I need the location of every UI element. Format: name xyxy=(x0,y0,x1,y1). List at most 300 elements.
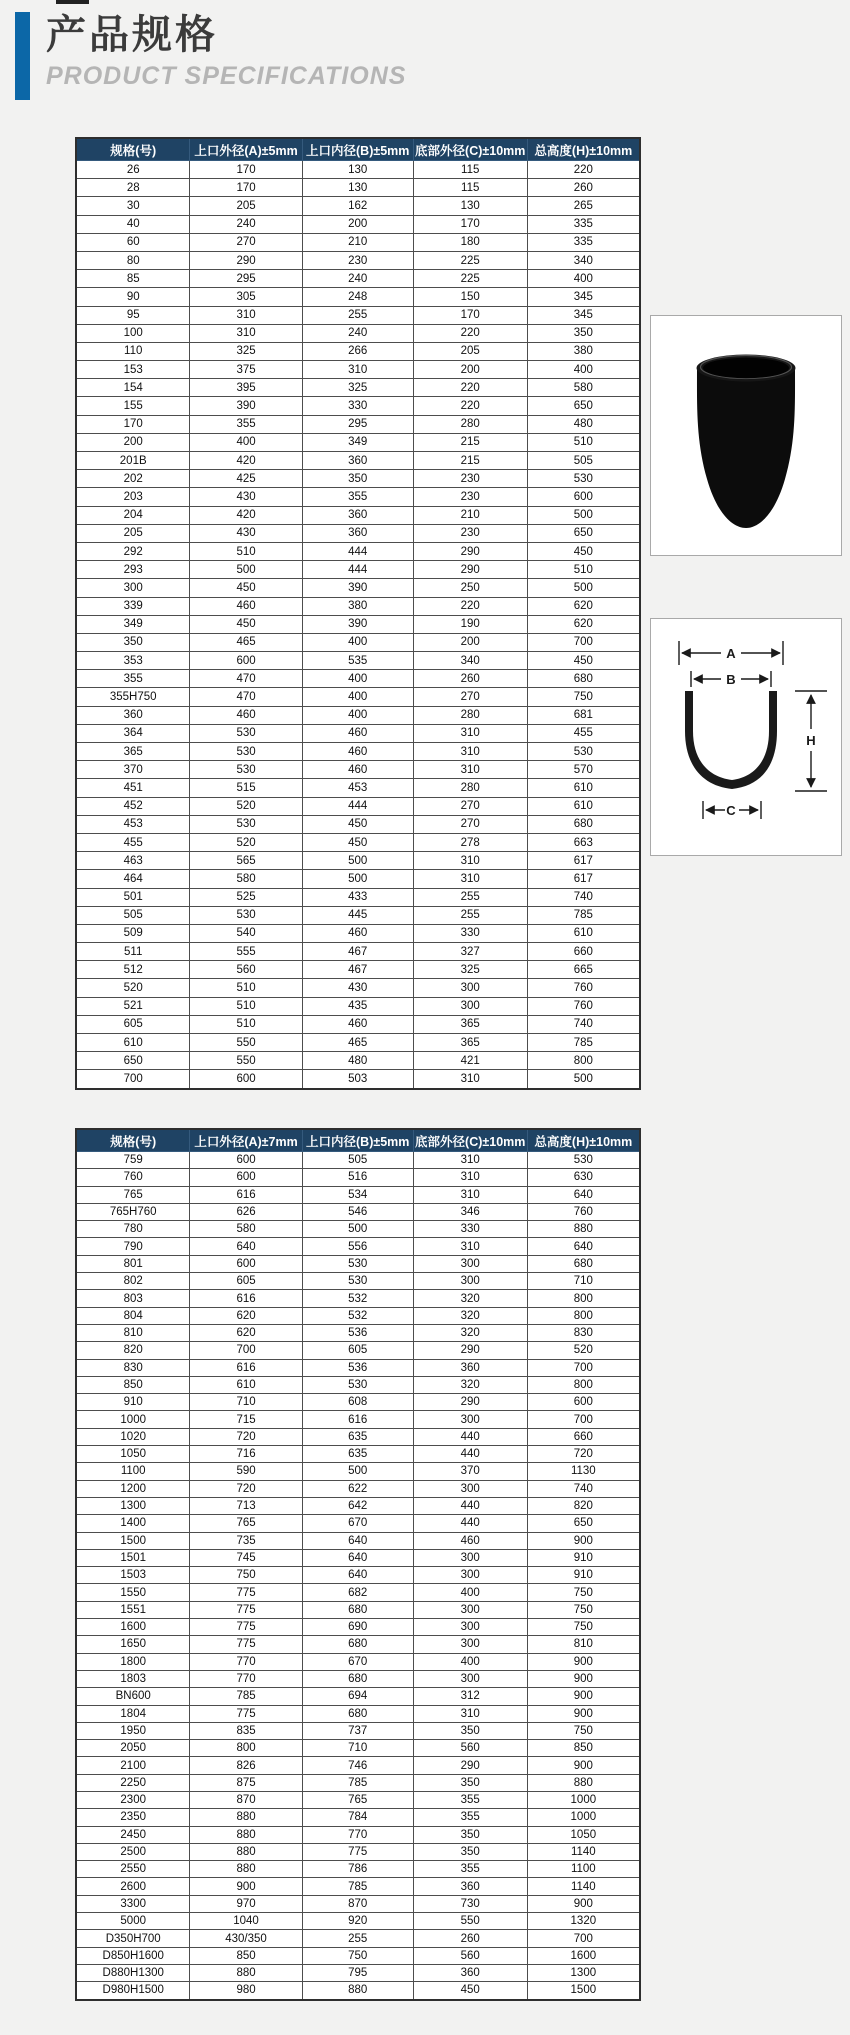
cell: 320 xyxy=(413,1324,527,1341)
cell: 530 xyxy=(190,761,302,779)
cell: 310 xyxy=(190,324,302,342)
cell: 420 xyxy=(190,506,302,524)
table-row xyxy=(76,1549,640,1566)
cell: 580 xyxy=(527,379,640,397)
header-row xyxy=(76,138,640,161)
cell: 580 xyxy=(190,1221,302,1238)
cell: 340 xyxy=(527,251,640,269)
cell: 180 xyxy=(413,233,527,251)
table-row xyxy=(76,1186,640,1203)
cell: 450 xyxy=(527,652,640,670)
cell: 550 xyxy=(190,1052,302,1070)
cell: 220 xyxy=(413,324,527,342)
cell: 453 xyxy=(302,779,413,797)
cell: 670 xyxy=(302,1515,413,1532)
cell: 467 xyxy=(302,943,413,961)
cell: 375 xyxy=(190,361,302,379)
cell: 110 xyxy=(76,342,190,360)
cell: 200 xyxy=(76,433,190,451)
dimension-diagram xyxy=(650,618,842,856)
crucible-opening xyxy=(703,358,789,378)
cell: 430 xyxy=(190,524,302,542)
cell: 580 xyxy=(190,870,302,888)
cell: 350 xyxy=(413,1843,527,1860)
table-row xyxy=(76,1273,640,1290)
cell: 616 xyxy=(190,1186,302,1203)
cell: 40 xyxy=(76,215,190,233)
cell: 1650 xyxy=(76,1636,190,1653)
cell: 900 xyxy=(527,1705,640,1722)
table-row xyxy=(76,1636,640,1653)
cell: 290 xyxy=(413,1342,527,1359)
crucible-cross-section xyxy=(685,691,777,789)
cell: 875 xyxy=(190,1774,302,1791)
table-row xyxy=(76,379,640,397)
cell: 230 xyxy=(413,488,527,506)
cell: 700 xyxy=(527,1930,640,1947)
table-row xyxy=(76,251,640,269)
cell: 690 xyxy=(302,1619,413,1636)
cell: 345 xyxy=(527,288,640,306)
cell: 327 xyxy=(413,943,527,961)
cell: 293 xyxy=(76,561,190,579)
cell: 380 xyxy=(527,342,640,360)
cell: 440 xyxy=(413,1515,527,1532)
cell: 626 xyxy=(190,1203,302,1220)
cell: 350 xyxy=(302,470,413,488)
cell: 450 xyxy=(302,815,413,833)
cell: 453 xyxy=(76,815,190,833)
cell: 452 xyxy=(76,797,190,815)
table-row xyxy=(76,397,640,415)
cell: 360 xyxy=(302,452,413,470)
spec-table-1-body xyxy=(76,161,640,1089)
cell: 510 xyxy=(190,979,302,997)
column-header: 底部外径(C)±10mm xyxy=(413,138,527,161)
cell: 335 xyxy=(527,215,640,233)
cell: 170 xyxy=(76,415,190,433)
cell: 360 xyxy=(76,706,190,724)
table-row xyxy=(76,342,640,360)
crucible-body xyxy=(697,368,795,528)
cell: 642 xyxy=(302,1497,413,1514)
cell: 355 xyxy=(413,1791,527,1808)
column-header: 上口外径(A)±7mm xyxy=(190,1129,302,1152)
cell: 780 xyxy=(76,1221,190,1238)
cell: 130 xyxy=(302,179,413,197)
cell: 444 xyxy=(302,542,413,560)
cell: 1500 xyxy=(527,1982,640,2000)
cell: 300 xyxy=(413,1411,527,1428)
table-row xyxy=(76,1843,640,1860)
cell: 26 xyxy=(76,161,190,179)
cell: 610 xyxy=(527,779,640,797)
cell: 500 xyxy=(527,1070,640,1089)
cell: 370 xyxy=(413,1463,527,1480)
cell: 505 xyxy=(76,906,190,924)
cell: 220 xyxy=(413,379,527,397)
cell: 400 xyxy=(527,270,640,288)
cell: 835 xyxy=(190,1722,302,1739)
cell: 800 xyxy=(527,1290,640,1307)
cell: 460 xyxy=(302,924,413,942)
column-header: 总高度(H)±10mm xyxy=(527,138,640,161)
cell: 230 xyxy=(413,470,527,488)
table-row xyxy=(76,1722,640,1739)
cell: 750 xyxy=(527,1601,640,1618)
cell: 622 xyxy=(302,1480,413,1497)
cell: 215 xyxy=(413,433,527,451)
cell: 444 xyxy=(302,561,413,579)
cell: 680 xyxy=(527,815,640,833)
cell: 910 xyxy=(527,1567,640,1584)
cell: 225 xyxy=(413,270,527,288)
table-row xyxy=(76,161,640,179)
cell: 750 xyxy=(302,1947,413,1964)
cell: 605 xyxy=(190,1273,302,1290)
cell: 617 xyxy=(527,870,640,888)
cell: 210 xyxy=(413,506,527,524)
cell: 970 xyxy=(190,1895,302,1912)
cell: 850 xyxy=(527,1740,640,1757)
cell: 880 xyxy=(190,1809,302,1826)
table-row xyxy=(76,1809,640,1826)
table-row xyxy=(76,1463,640,1480)
cell: 300 xyxy=(413,1273,527,1290)
cell: 530 xyxy=(190,906,302,924)
cell: 900 xyxy=(527,1653,640,1670)
cell: 433 xyxy=(302,888,413,906)
cell: 785 xyxy=(302,1878,413,1895)
table-row xyxy=(76,633,640,651)
table-row xyxy=(76,1619,640,1636)
cell: 1130 xyxy=(527,1463,640,1480)
cell: 810 xyxy=(527,1636,640,1653)
table-row xyxy=(76,979,640,997)
table-row xyxy=(76,1070,640,1089)
cell: 1551 xyxy=(76,1601,190,1618)
cell: 512 xyxy=(76,961,190,979)
cell: 420 xyxy=(190,452,302,470)
cell: 300 xyxy=(413,1567,527,1584)
cell: 400 xyxy=(413,1584,527,1601)
cell: 364 xyxy=(76,724,190,742)
cell: 1600 xyxy=(527,1947,640,1964)
cell: 170 xyxy=(413,306,527,324)
dim-label-b: B xyxy=(726,672,736,687)
table-row xyxy=(76,1601,640,1618)
table-row xyxy=(76,1532,640,1549)
cell: 2450 xyxy=(76,1826,190,1843)
cell: 130 xyxy=(413,197,527,215)
cell: 60 xyxy=(76,233,190,251)
cell: 310 xyxy=(413,1070,527,1089)
cell: 295 xyxy=(302,415,413,433)
cell: 440 xyxy=(413,1497,527,1514)
cell: 830 xyxy=(76,1359,190,1376)
table-row xyxy=(76,1015,640,1033)
cell: 920 xyxy=(302,1913,413,1930)
table-row xyxy=(76,1324,640,1341)
cell: 340 xyxy=(413,652,527,670)
table-row xyxy=(76,1705,640,1722)
cell: 400 xyxy=(302,688,413,706)
cell: 785 xyxy=(302,1774,413,1791)
table-row xyxy=(76,1203,640,1220)
cell: 801 xyxy=(76,1255,190,1272)
table-row xyxy=(76,1930,640,1947)
cell: 240 xyxy=(190,215,302,233)
cell: 550 xyxy=(413,1913,527,1930)
cell: 320 xyxy=(413,1290,527,1307)
column-header: 底部外径(C)±10mm xyxy=(413,1129,527,1152)
cell: 463 xyxy=(76,852,190,870)
cell: 1950 xyxy=(76,1722,190,1739)
table-row xyxy=(76,1411,640,1428)
table-row xyxy=(76,524,640,542)
cell: 500 xyxy=(302,870,413,888)
cell: 255 xyxy=(413,906,527,924)
table-row xyxy=(76,415,640,433)
cell: 230 xyxy=(302,251,413,269)
table-row xyxy=(76,1791,640,1808)
cell: 880 xyxy=(190,1843,302,1860)
cell: 610 xyxy=(190,1376,302,1393)
cell: 220 xyxy=(527,161,640,179)
cell: 600 xyxy=(190,1255,302,1272)
table-row xyxy=(76,652,640,670)
cell: 500 xyxy=(190,561,302,579)
table-row xyxy=(76,361,640,379)
cell: 470 xyxy=(190,670,302,688)
cell: 421 xyxy=(413,1052,527,1070)
cell: 320 xyxy=(413,1307,527,1324)
cell: 530 xyxy=(527,743,640,761)
cell: 300 xyxy=(413,1255,527,1272)
cell: 530 xyxy=(190,743,302,761)
cell: 295 xyxy=(190,270,302,288)
cell: 600 xyxy=(190,1152,302,1169)
cell: 455 xyxy=(527,724,640,742)
cell: 460 xyxy=(302,743,413,761)
cell: 365 xyxy=(76,743,190,761)
column-header: 总高度(H)±10mm xyxy=(527,1129,640,1152)
cell: 400 xyxy=(413,1653,527,1670)
cell: 710 xyxy=(302,1740,413,1757)
cell: 505 xyxy=(302,1152,413,1169)
cell: 115 xyxy=(413,179,527,197)
cell: 1550 xyxy=(76,1584,190,1601)
cell: 1500 xyxy=(76,1532,190,1549)
cell: 540 xyxy=(190,924,302,942)
cell: 605 xyxy=(302,1342,413,1359)
cell: 650 xyxy=(527,524,640,542)
table-row xyxy=(76,1878,640,1895)
cell: 560 xyxy=(413,1947,527,1964)
cell: 430/350 xyxy=(190,1930,302,1947)
cell: 450 xyxy=(413,1982,527,2000)
table-row xyxy=(76,1359,640,1376)
cell: 710 xyxy=(527,1273,640,1290)
cell: 737 xyxy=(302,1722,413,1739)
cell: 265 xyxy=(527,197,640,215)
cell: 444 xyxy=(302,797,413,815)
table-row xyxy=(76,433,640,451)
cell: 215 xyxy=(413,452,527,470)
cell: 530 xyxy=(302,1255,413,1272)
cell: 450 xyxy=(527,542,640,560)
cell: 810 xyxy=(76,1324,190,1341)
cell: 700 xyxy=(190,1342,302,1359)
cell: 154 xyxy=(76,379,190,397)
cell: 270 xyxy=(413,688,527,706)
cell: 820 xyxy=(527,1497,640,1514)
accent-bar xyxy=(15,12,30,100)
table-row xyxy=(76,1376,640,1393)
cell: 760 xyxy=(527,1203,640,1220)
cell: 465 xyxy=(302,1034,413,1052)
cell: 660 xyxy=(527,943,640,961)
cell: 530 xyxy=(302,1376,413,1393)
cell: 200 xyxy=(413,633,527,651)
cell: 205 xyxy=(76,524,190,542)
cell: 775 xyxy=(190,1636,302,1653)
section-header xyxy=(15,12,406,100)
cell: 320 xyxy=(413,1376,527,1393)
table-row xyxy=(76,870,640,888)
cell: 350 xyxy=(413,1774,527,1791)
table-row xyxy=(76,1861,640,1878)
cell: 530 xyxy=(190,815,302,833)
table-row xyxy=(76,688,640,706)
cell: 510 xyxy=(527,433,640,451)
cell: 750 xyxy=(527,1584,640,1601)
cell: 680 xyxy=(302,1670,413,1687)
cell: 775 xyxy=(190,1601,302,1618)
table-row xyxy=(76,1670,640,1687)
cell: 353 xyxy=(76,652,190,670)
cell: 460 xyxy=(302,724,413,742)
table-row xyxy=(76,852,640,870)
cell: 430 xyxy=(190,488,302,506)
cell: 556 xyxy=(302,1238,413,1255)
table-row xyxy=(76,906,640,924)
cell: 500 xyxy=(527,579,640,597)
cell: 746 xyxy=(302,1757,413,1774)
cell: 290 xyxy=(190,251,302,269)
cell: 300 xyxy=(413,1636,527,1653)
table-row xyxy=(76,1774,640,1791)
cell: 305 xyxy=(190,288,302,306)
cell: 505 xyxy=(527,452,640,470)
table-row xyxy=(76,743,640,761)
cell: 765H760 xyxy=(76,1203,190,1220)
cell: 310 xyxy=(413,1238,527,1255)
cell: 90 xyxy=(76,288,190,306)
cell: 460 xyxy=(413,1532,527,1549)
cell: 534 xyxy=(302,1186,413,1203)
cell: 720 xyxy=(190,1428,302,1445)
cell: 682 xyxy=(302,1584,413,1601)
cell: 520 xyxy=(190,833,302,851)
cell: 80 xyxy=(76,251,190,269)
cell: 616 xyxy=(302,1411,413,1428)
cell: 610 xyxy=(76,1034,190,1052)
cell: D350H700 xyxy=(76,1930,190,1947)
cell: 280 xyxy=(413,706,527,724)
cell: 435 xyxy=(302,997,413,1015)
cell: 532 xyxy=(302,1290,413,1307)
cell: 1600 xyxy=(76,1619,190,1636)
cell: 520 xyxy=(190,797,302,815)
cell: 440 xyxy=(413,1446,527,1463)
cell: 390 xyxy=(302,615,413,633)
table-row xyxy=(76,1169,640,1186)
cell: 350 xyxy=(76,633,190,651)
cell: 515 xyxy=(190,779,302,797)
cell: 278 xyxy=(413,833,527,851)
cell: 775 xyxy=(190,1705,302,1722)
cell: 30 xyxy=(76,197,190,215)
cell: 300 xyxy=(413,1549,527,1566)
table-row xyxy=(76,924,640,942)
table-row xyxy=(76,306,640,324)
cell: 395 xyxy=(190,379,302,397)
cell: 804 xyxy=(76,1307,190,1324)
cell: 130 xyxy=(302,161,413,179)
cell: 900 xyxy=(527,1532,640,1549)
cell: 480 xyxy=(302,1052,413,1070)
cell: 365 xyxy=(413,1015,527,1033)
cell: 300 xyxy=(413,979,527,997)
cell: 680 xyxy=(527,1255,640,1272)
cell: 500 xyxy=(302,852,413,870)
table-row xyxy=(76,1567,640,1584)
cell: 650 xyxy=(527,1515,640,1532)
spec-table-2-body xyxy=(76,1152,640,2000)
table-row xyxy=(76,470,640,488)
dimension-diagram-image xyxy=(651,619,841,855)
cell: 1100 xyxy=(76,1463,190,1480)
table-row xyxy=(76,597,640,615)
spec-table-1 xyxy=(75,137,641,1090)
cell: 204 xyxy=(76,506,190,524)
table-row xyxy=(76,324,640,342)
cell: 630 xyxy=(527,1169,640,1186)
cell: 610 xyxy=(527,797,640,815)
table-row xyxy=(76,488,640,506)
table-row xyxy=(76,1307,640,1324)
cell: 501 xyxy=(76,888,190,906)
cell: 360 xyxy=(302,506,413,524)
cell: 790 xyxy=(76,1238,190,1255)
header-row xyxy=(76,1129,640,1152)
cell: 355 xyxy=(190,415,302,433)
cell: 1000 xyxy=(527,1809,640,1826)
cell: 1803 xyxy=(76,1670,190,1687)
table-row xyxy=(76,561,640,579)
cell: 230 xyxy=(413,524,527,542)
cell: 1020 xyxy=(76,1428,190,1445)
cell: 467 xyxy=(302,961,413,979)
cell: 1320 xyxy=(527,1913,640,1930)
cell: 248 xyxy=(302,288,413,306)
cell: 390 xyxy=(302,579,413,597)
cell: 680 xyxy=(302,1636,413,1653)
table-row xyxy=(76,815,640,833)
table-row xyxy=(76,943,640,961)
cell: 760 xyxy=(527,979,640,997)
